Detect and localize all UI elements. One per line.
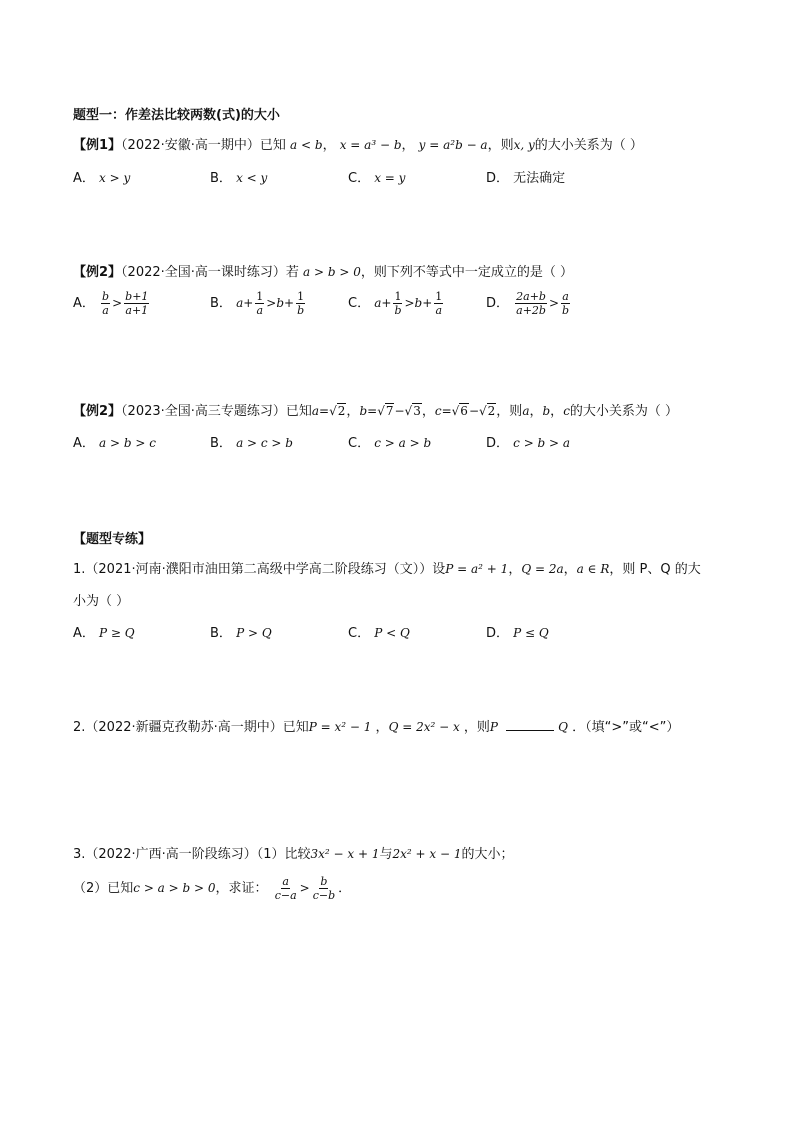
option-a: A． a > b > c [73,436,156,451]
math-cond: a > b > 0 [303,265,361,279]
question-text: 的大小关系为（ ） [569,404,679,419]
question-text: ，则下列不等式中一定成立的是（ ） [360,265,574,280]
option-c: C． P < Q [348,626,410,641]
math-vars: x, y [513,138,535,152]
example-source: （2022·全国·高一课时练习）若 [121,265,299,280]
example-tag: 【例2】 [73,265,122,280]
math-cond: y = a²b − a [418,138,488,152]
math-cond: x = a³ − b [339,138,402,152]
question-text: ，则 [487,138,514,153]
example-tag: 【例2】 [73,404,122,419]
example-source: （2022·安徽·高一期中）已知 [121,138,286,153]
option-b: B． a > c > b [210,436,293,451]
option-a: A． P ≥ Q [73,626,135,641]
option-c: C． x = y [348,171,406,186]
option-a: A． $\frac{b}{a}$ > $\frac{b+1}{a+1}$ [73,290,149,317]
example-2-question [73,261,573,280]
question-1-cont: 小为（ ） [73,594,130,609]
option-c: C． a+ $\frac{1}{b}$ >b+ $\frac{1}{a}$ [348,290,443,317]
option-d: D． $\frac{2a+b}{a+2b}$ > $\frac{a}{b}$ [486,290,570,317]
option-d: D． 无法确定 [486,171,566,186]
option-d: D． P ≤ Q [486,626,549,641]
question-text: ，则 [496,404,523,419]
option-a: A． x > y [73,171,131,186]
example-source: （2023·全国·高三专题练习）已知 [121,404,312,419]
fill-blank[interactable] [506,718,554,731]
option-b: B． a+ $\frac{1}{a}$ >b+ $\frac{1}{b}$ [210,290,305,317]
option-d: D． c > b > a [486,436,571,451]
example-3-question: 【例2】（2023·全国·高三专题练习）已知a=√2，b=√7−√3，c=√6−√2，则a，b，c的大小关系为（ ） [73,404,679,419]
question-text: 的大小关系为（ ） [534,138,643,153]
option-b: B． x < y [210,171,268,186]
option-c: C． c > a > b [348,436,432,451]
question-3: 3.（2022·广西·高一阶段练习）（1）比较3x² − x + 1与2x² + x − 1的大小； [73,847,514,862]
math-cond: a < b [290,138,323,152]
option-b: B． P > Q [210,626,272,641]
example-tag: 【例1】 [73,138,122,153]
question-3-part-2: （2）已知c > a > b > 0，求证： $\frac{a}{c-a}$ > $\frac{b}{c-b}$ ． [73,875,352,902]
example-1-question: 【例1】（2022·安徽·高一期中）已知 a < b， x = a³ − b， y = a²b − a，则x, y的大小关系为（ ） [73,138,643,153]
question-2: 2.（2022·新疆克孜勒苏·高一期中）已知P = x² − 1 ，Q = 2x² − x ，则P Q ．（填“>”或“<”） [73,720,680,735]
practice-title: 【题型专练】 [73,532,152,547]
question-1: 1.（2021·河南·濮阳市油田第二高级中学高二阶段练习（文））设P = a² + 1，Q = 2a，a ∈ R，则 P、Q 的大 [73,562,701,577]
section-title: 题型一：作差法比较两数(式)的大小 [73,108,280,123]
